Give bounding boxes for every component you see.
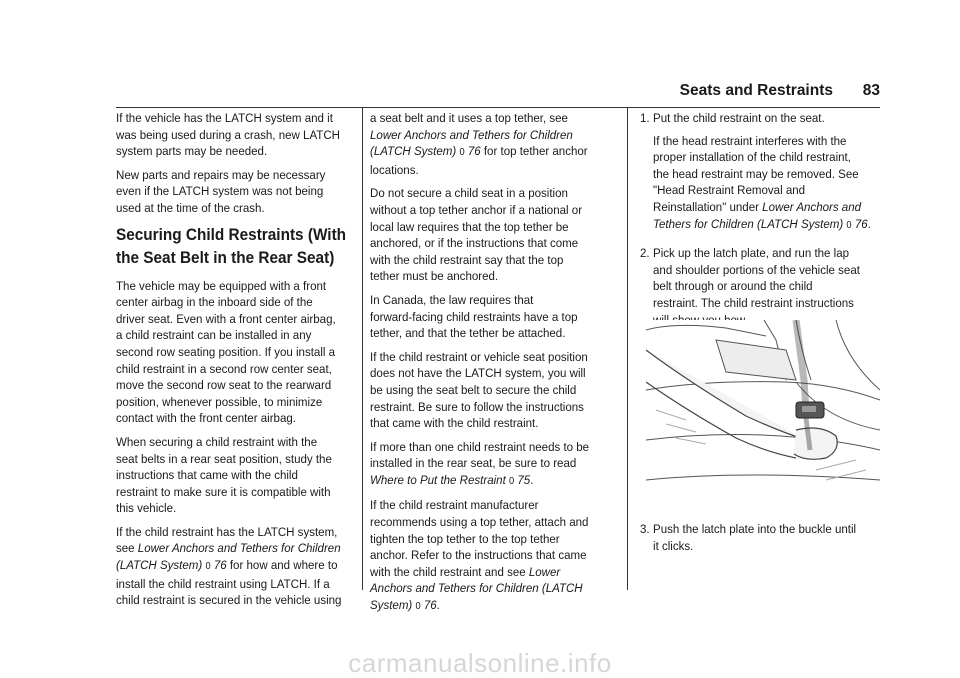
column-divider-2 <box>627 108 628 590</box>
paragraph: If the child restraint manufacturer recommends using a top tether, attach and tighten the top tether to the top tether anchor. Refer to the instructions that came with the child restraint and see Lower Anchors and Tethers for Children (LATCH System) 0 76. <box>370 498 589 613</box>
cross-reference-link[interactable]: Tethers for Children (LATCH System) <box>653 216 844 231</box>
step-text: Push the latch plate into the buckle until it clicks. <box>653 522 857 553</box>
column-divider-1 <box>362 108 363 590</box>
step-3 <box>640 521 873 560</box>
step-text: Pick up the latch plate, and run the lap and shoulder portions of the vehicle seat belt through or around the child restraint. The child restraint instructions <box>653 246 860 310</box>
paragraph: The vehicle may be equipped with a front center airbag in the inboard side of the driver seat. Even with a front center airbag, a child restraint can be installed in any second row seating position. If you install a child restraint in a second row center seat, move the second row seat to the rearward position, whenever possible, to minimize contact with the front center airbag. <box>116 278 336 426</box>
latch-plate-illustration <box>646 320 880 498</box>
page-reference-icon: 0 <box>459 147 465 159</box>
page-number: 83 <box>862 82 880 99</box>
step-text: Put the child restraint on the seat. <box>653 111 825 125</box>
paragraph: New parts and repairs may be necessary even if the LATCH system was not being used at the time of the crash. <box>116 167 326 215</box>
page-reference[interactable]: 76 <box>423 598 437 613</box>
cross-reference-link[interactable]: Lower Anchors and <box>762 199 862 214</box>
page-reference-icon: 0 <box>205 561 211 573</box>
cross-reference-link[interactable]: (LATCH System) <box>116 558 203 573</box>
page-reference-icon: 0 <box>509 475 515 487</box>
watermark: carmanualsonline.info <box>348 648 612 678</box>
page-header <box>116 80 880 106</box>
paragraph: a seat belt and it uses a top tether, see Lower Anchors and Tethers for Children (LATCH System) 0 76 for top tether anchor locations. <box>370 111 588 177</box>
paragraph: If the child restraint has the LATCH system, see Lower Anchors and Tethers for Children (LATCH System) 0 76 for how and where to install the child restraint using LATCH. If a child restraint is secured in the vehicle using <box>116 524 342 608</box>
column-1 <box>116 110 347 616</box>
section-heading: Securing Child Restraints (With the Seat Belt in the Rear Seat) <box>116 225 347 267</box>
header-divider <box>116 107 880 108</box>
cross-reference-link[interactable]: Where to Put the Restraint <box>370 472 506 487</box>
paragraph: If more than one child restraint needs to be installed in the rear seat, be sure to read Where to Put the Restraint 0 75. <box>370 439 590 487</box>
paragraph: If the vehicle has the LATCH system and it was being used during a crash, new LATCH system parts may be needed. <box>116 111 340 159</box>
paragraph: If the child restraint or vehicle seat position does not have the LATCH system, you will be using the seat belt to secure the child restraint. Be sure to follow the instructions that came with the child restraint. <box>370 349 588 431</box>
section-title: Seats and Restraints <box>679 82 833 99</box>
seat-belt-buckle-illustration <box>646 320 880 498</box>
page-reference[interactable]: 76 <box>467 144 481 159</box>
paragraph: Do not secure a child seat in a position without a top tether anchor if a national or local law requires that the top tether be anchored, or if the instructions that come with the child restraint say that the top tether must be anchored. <box>370 186 583 284</box>
step-1 <box>640 110 873 240</box>
page-reference[interactable]: 76 <box>213 558 227 573</box>
cross-reference-link[interactable]: Lower Anchors and Tethers for Children <box>370 127 573 142</box>
step-note: If the head restraint interferes with the proper installation of the child restraint, the head restraint may be removed. See "Head Restraint Removal and Reinstallation" under Lower Anchors and Tethers for Children (LATCH System) 0 76. <box>653 133 871 231</box>
column-2 <box>370 110 603 623</box>
paragraph: When securing a child restraint with the seat belts in a rear seat position, study the instructions that came with the child restraint to make sure it is compatible with this vehicle. <box>116 434 332 516</box>
step-number: 2. <box>640 246 650 261</box>
cross-reference-link[interactable]: (LATCH System) <box>370 144 457 159</box>
step-number: 1. <box>640 111 650 125</box>
page-reference[interactable]: 75 <box>517 472 531 487</box>
cross-reference-link[interactable]: Lower <box>528 564 561 579</box>
cross-reference-link[interactable]: Lower Anchors and Tethers for Children <box>137 541 341 556</box>
cross-reference-link[interactable]: System) <box>370 598 413 613</box>
page-reference-icon: 0 <box>846 219 852 231</box>
page-reference-icon: 0 <box>415 601 421 613</box>
step-number: 3. <box>640 522 650 537</box>
cross-reference-link[interactable]: Anchors and Tethers for Children (LATCH <box>370 581 583 596</box>
paragraph: In Canada, the law requires that forward-facing child restraints have a top tether, and that the tether be attached. <box>370 292 578 341</box>
page-reference[interactable]: 76 <box>854 216 868 231</box>
